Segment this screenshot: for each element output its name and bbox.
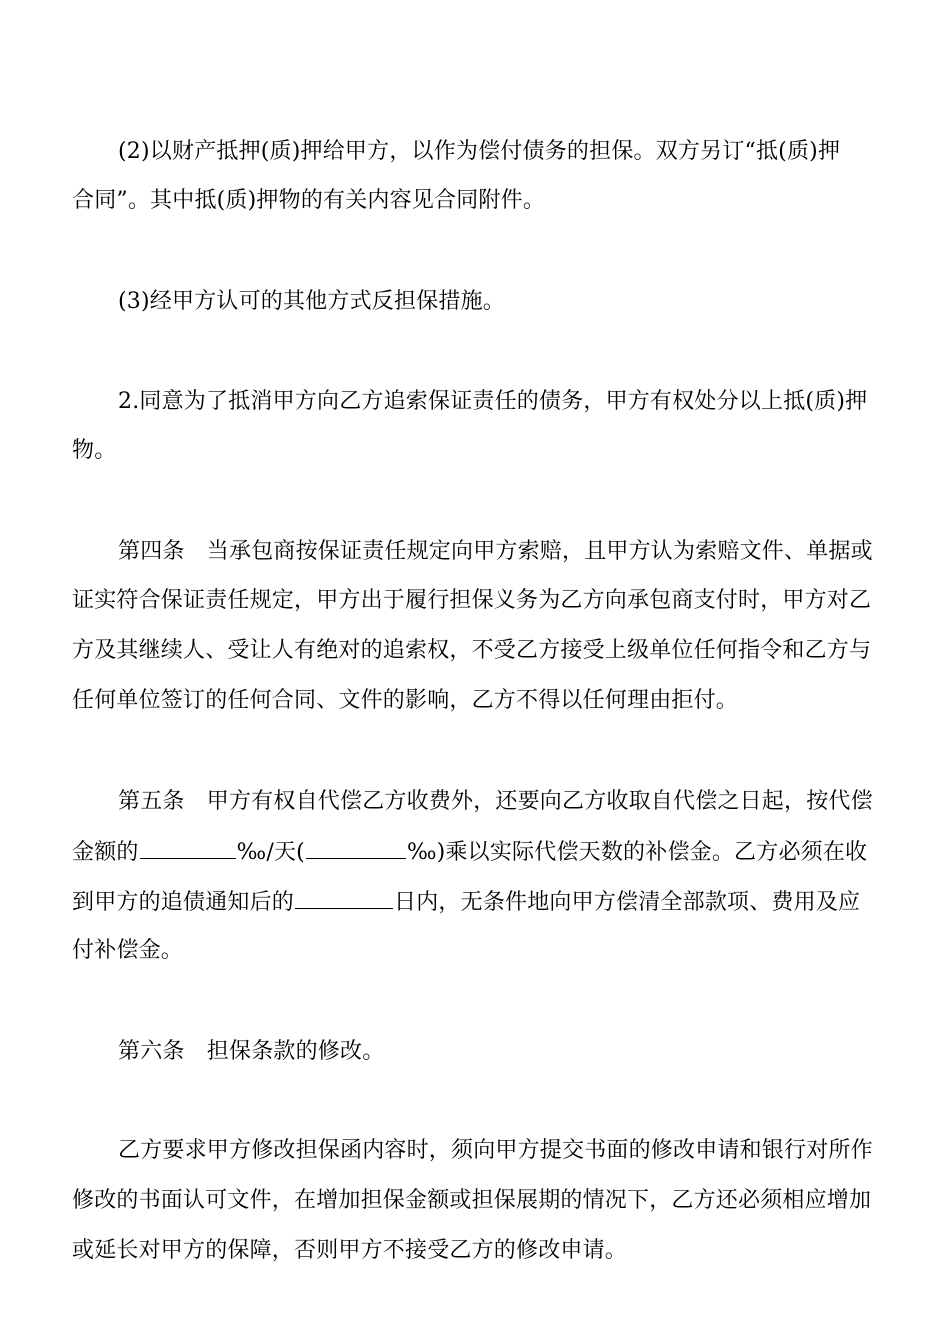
para-item-2-line-1: 2.同意为了抵消甲方向乙方追索保证责任的债务，甲方有权处分以上抵(质)押 (118, 389, 868, 414)
article-5-line-4: 付补偿金。 (72, 938, 184, 963)
para-2-pledge-line-2: 合同”。其中抵(质)押物的有关内容见合同附件。 (72, 188, 546, 213)
article-5-line-3-text-b: 日内，无条件地向甲方偿清全部款项、费用及应 (394, 890, 861, 915)
para-item-2-line-2: 物。 (72, 438, 117, 463)
article-5-line-3-text-a: 到甲方的追债通知后的 (72, 890, 295, 915)
para-3-other-measures: (3)经甲方认可的其他方式反担保措施。 (118, 289, 505, 314)
article-5-line-1: 第五条 甲方有权自代偿乙方收费外，还要向乙方收取自代偿之日起，按代偿 (118, 789, 873, 814)
article-5-line-2-text-b: ‰/天( (236, 840, 305, 865)
article-4-line-2: 证实符合保证责任规定，甲方出于履行担保义务为乙方向承包商支付时，甲方对乙 (72, 588, 872, 613)
blank-rate-words-field (306, 836, 406, 859)
amendment-line-2: 修改的书面认可文件，在增加担保金额或担保展期的情况下，乙方还必须相应增加 (72, 1188, 872, 1213)
article-5-line-3 (72, 886, 880, 918)
article-4-line-1: 第四条 当承包商按保证责任规定向甲方索赔，且甲方认为索赔文件、单据或 (118, 539, 873, 564)
article-6-heading: 第六条 担保条款的修改。 (118, 1039, 385, 1064)
amendment-line-1: 乙方要求甲方修改担保函内容时，须向甲方提交书面的修改申请和银行对所作 (118, 1138, 873, 1163)
para-2-pledge-line-1: (2)以财产抵押(质)押给甲方，以作为偿付债务的担保。双方另订“抵(质)押 (118, 139, 841, 164)
amendment-line-3: 或延长对甲方的保障，否则甲方不接受乙方的修改申请。 (72, 1238, 628, 1263)
article-4-line-4: 任何单位签订的任何合同、文件的影响，乙方不得以任何理由拒付。 (72, 688, 739, 713)
blank-rate-field (140, 836, 236, 859)
article-4-line-3: 方及其继续人、受让人有绝对的追索权，不受乙方接受上级单位任何指令和乙方与 (72, 638, 872, 663)
article-5-line-2 (72, 836, 880, 868)
article-5-line-2-text-a: 金额的 (72, 840, 139, 865)
blank-days-field (295, 886, 393, 909)
article-5-line-2-text-c: ‰)乘以实际代偿天数的补偿金。乙方必须在收 (406, 840, 868, 865)
